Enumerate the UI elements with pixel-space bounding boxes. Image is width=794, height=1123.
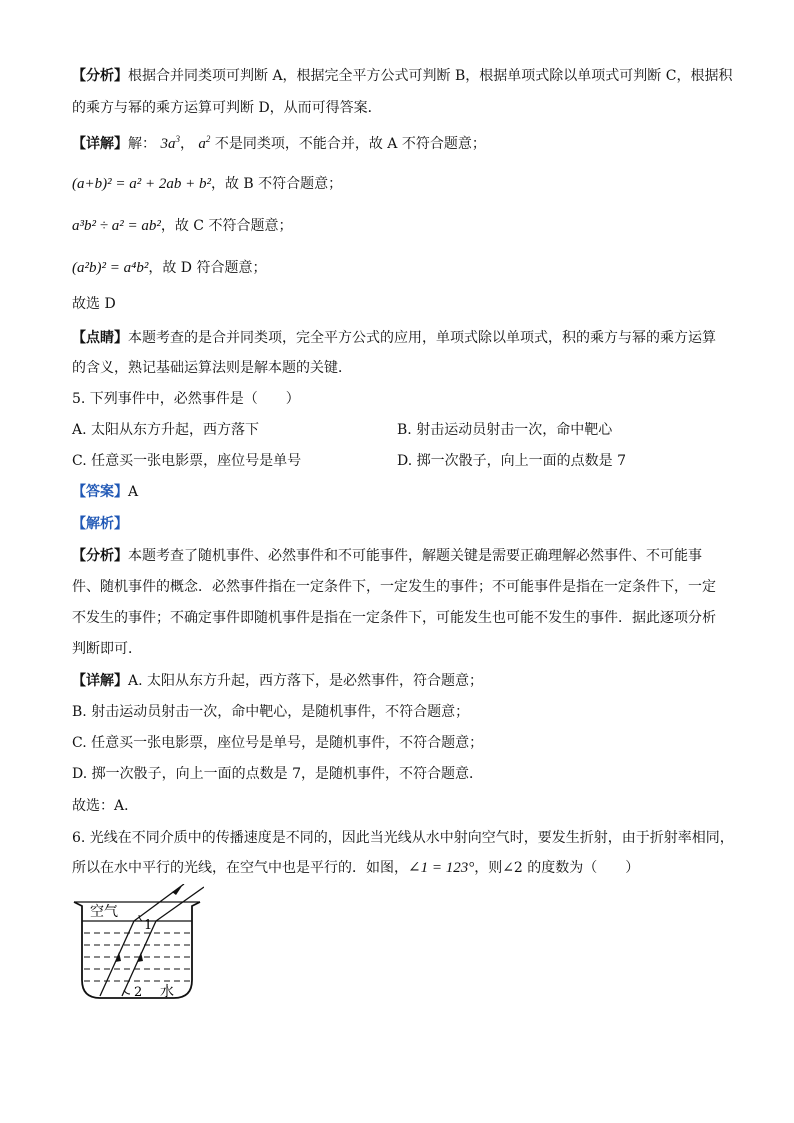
jiexi-tag: 【解析】 (72, 516, 128, 532)
water-lines (84, 933, 190, 981)
q6-line-1: 6. 光线在不同介质中的传播速度是不同的，因此当光线从水中射向空气时，要发生折射，由于折射率相同， (72, 830, 734, 846)
q5-option-c: C. 任意买一张电影票，座位号是单号 (72, 453, 302, 469)
q5-detail-3: C. 任意买一张电影票，座位号是单号，是随机事件，不符合题意； (72, 735, 484, 751)
q5-analysis-2: 件、随机事件的概念．必然事件指在一定条件下，一定发生的事件；不可能事件是指在一定条件下，一定 (72, 579, 716, 595)
q5-analysis-1: 【分析】本题考查了随机事件、必然事件和不可能事件，解题关键是需要正确理解必然事件、不可能事 (72, 548, 702, 564)
analysis-line-2: 的乘方与幂的乘方运算可判断 D，从而可得答案． (72, 100, 382, 116)
detail-tail-1: 不是同类项，不能合并，故 A 不符合题意； (214, 136, 486, 152)
term-3a3: $3a^3$ (160, 134, 180, 152)
water-label: 水 (160, 984, 174, 1000)
q5-answer (72, 482, 138, 502)
detail-lead: 解： (128, 136, 156, 152)
comment-line-1: 【点睛】本题考查的是合并同类项，完全平方公式的应用，单项式除以单项式，积的乘方与幂的乘方运算 (72, 330, 716, 346)
choose-d: 故选 D (72, 296, 116, 312)
q5-analysis-tag: 【分析】 (72, 548, 128, 564)
term-a2: $a^2$ (198, 134, 211, 152)
formula-d-line: (a²b)² = a⁴b²，故 D 符合题意； (72, 260, 267, 276)
q5-analysis-3: 不发生的事件；不确定事件即随机事件是指在一定条件下，可能发生也可能不发生的事件．据此逐项分析 (72, 610, 716, 626)
formula-c-line: a³b² ÷ a² = ab²，故 C 不符合题意； (72, 218, 293, 234)
q5-stem: 5. 下列事件中，必然事件是（ ） (72, 391, 300, 407)
analysis-text-1: 根据合并同类项可判断 A，根据完全平方公式可判断 B，根据单项式除以单项式可判断 C，根据积 (128, 68, 733, 84)
q6-line-2: 所以在水中平行的光线，在空气中也是平行的．如图，∠1 = 123°，则∠2 的度数为（ ） (72, 860, 640, 876)
comment-line-2: 的含义，熟记基础运算法则是解本题的关键． (72, 360, 352, 376)
arrow-3 (172, 886, 182, 895)
q5-analysis-4: 判断即可． (72, 641, 142, 657)
answer-tag: 【答案】 (72, 484, 128, 500)
beaker-diagram (72, 884, 204, 1006)
formula-b-line: (a+b)² = a² + 2ab + b²，故 B 不符合题意； (72, 176, 343, 192)
q5-detail-1: 【详解】A. 太阳从东方升起，西方落下，是必然事件，符合题意； (72, 673, 484, 689)
q5-jiexi (72, 514, 128, 534)
comment-tag: 【点睛】 (72, 330, 128, 346)
formula-c: a³b² ÷ a² = ab² (72, 218, 161, 234)
q5-detail-2: B. 射击运动员射击一次，命中靶心，是随机事件，不符合题意； (72, 704, 470, 720)
q5-detail-tag: 【详解】 (72, 673, 128, 689)
q5-detail-4: D. 掷一次骰子，向上一面的点数是 7，是随机事件，不符合题意． (72, 766, 483, 782)
refraction-figure (72, 884, 204, 1010)
analysis-line-1 (72, 66, 732, 86)
formula-b: (a+b)² = a² + 2ab + b² (72, 176, 211, 192)
detail-tag: 【详解】 (72, 136, 128, 152)
analysis-tag: 【分析】 (72, 68, 128, 84)
q5-option-d: D. 掷一次骰子，向上一面的点数是 7 (397, 453, 626, 469)
angle-expression: ∠1 = 123° (408, 860, 475, 876)
formula-d: (a²b)² = a⁴b² (72, 260, 149, 276)
angle-2-label: 2 (134, 985, 143, 1000)
air-label: 空气 (90, 904, 118, 920)
detail-line-1: 【详解】解： $3a^3$， $a^2$ 不是同类项，不能合并，故 A 不符合题意； (72, 134, 486, 152)
q5-option-a: A. 太阳从东方升起，西方落下 (72, 422, 260, 438)
angle-1-label: 1 (144, 918, 153, 933)
answer-value: A (128, 484, 139, 500)
q5-option-b: B. 射击运动员射击一次，命中靶心 (397, 422, 613, 438)
q5-choose: 故选：A． (72, 798, 139, 814)
